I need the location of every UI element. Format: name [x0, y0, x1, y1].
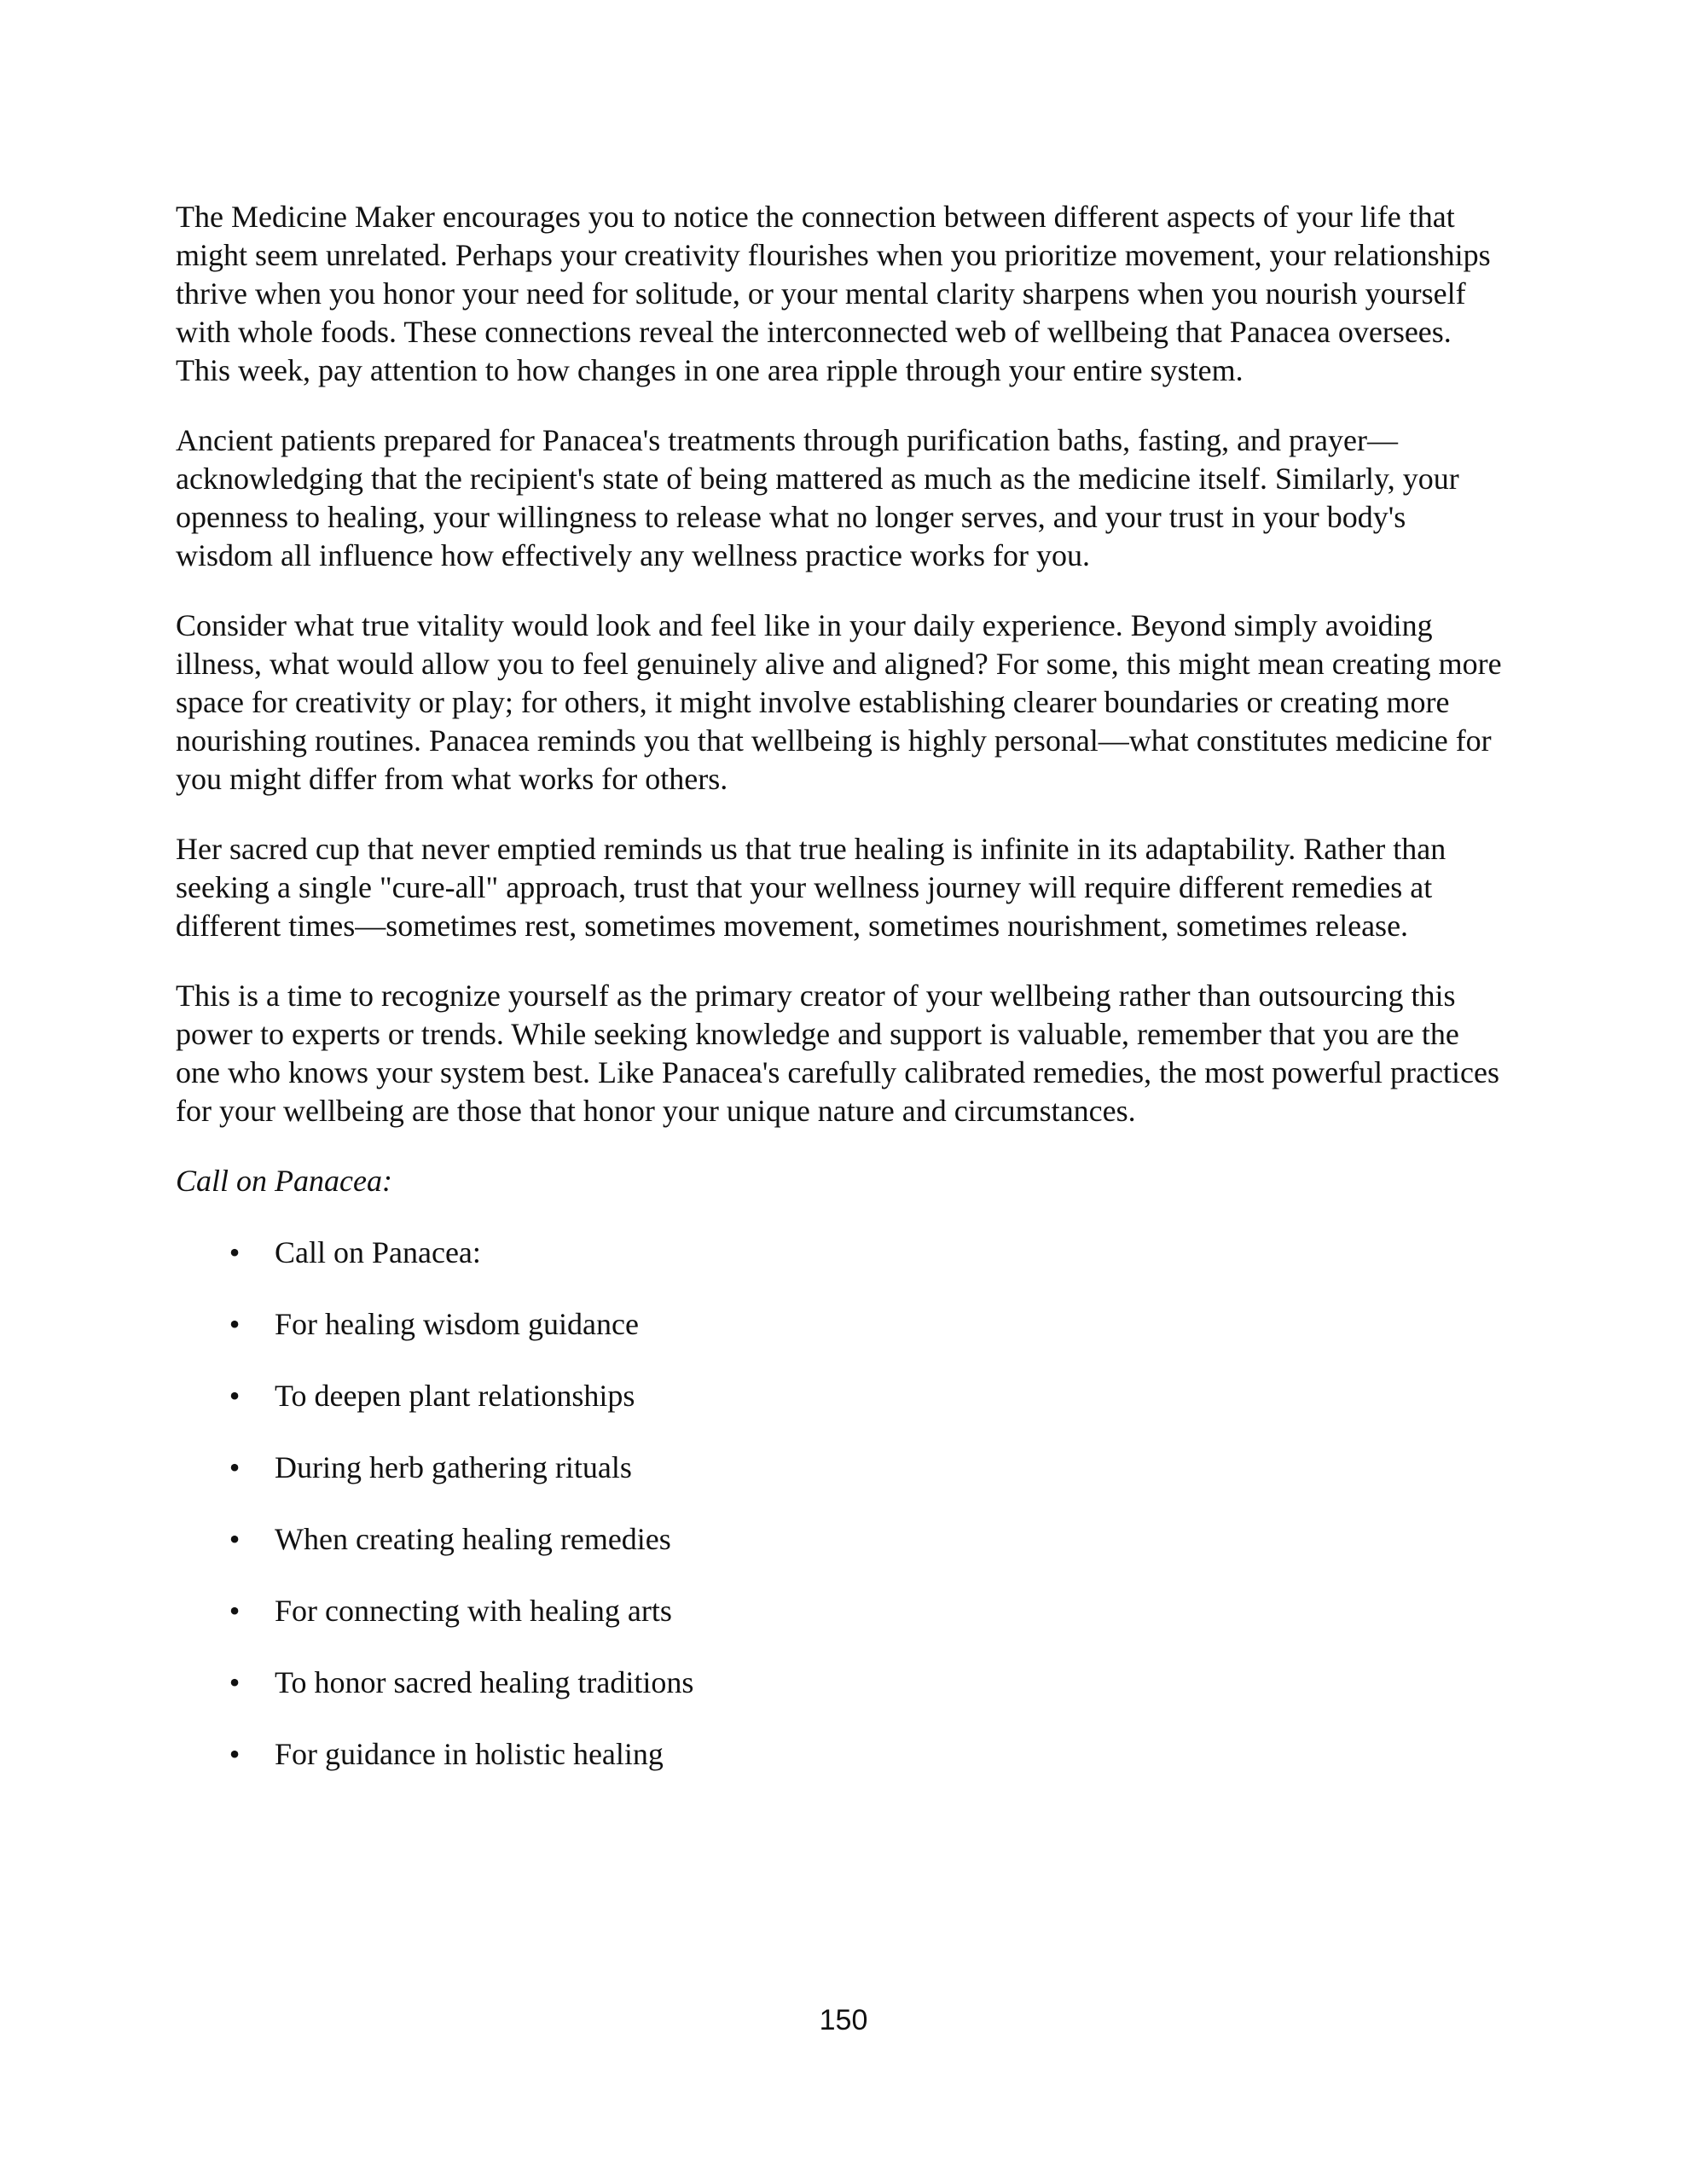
list-item: [176, 1592, 1506, 1630]
page-content: [176, 198, 1506, 1807]
bullet-icon: •: [229, 1594, 241, 1628]
bullet-icon: •: [229, 1522, 241, 1556]
bullet-icon: •: [229, 1665, 241, 1699]
body-paragraph-3: Consider what true vitality would look and feel like in your daily experience. Beyond simply avoiding illness, what would allow you to feel genuinely alive and aligned? For some, this might mean creating more space for creativity or play; for others, it might involve establishing clearer boundaries or creating more nourishing routines. Panacea reminds you that wellbeing is highly personal—what constitutes medicine for you might differ from what works for others.: [176, 608, 1502, 796]
body-paragraph-1: The Medicine Maker encourages you to notice the connection between different aspects of your life that might seem unrelated. Perhaps your creativity flourishes when you prioritize movement, your relationships thrive when you honor your need for solitude, or your mental clarity sharpens when you nourish yourself with whole foods. These connections reveal the interconnected web of wellbeing that Panacea oversees. This week, pay attention to how changes in one area ripple through your entire system.: [176, 200, 1491, 387]
list-item-text: For connecting with healing arts: [275, 1594, 672, 1628]
body-paragraph-4: Her sacred cup that never emptied reminds us that true healing is infinite in its adaptability. Rather than seeking a single "cure-all" approach, trust that your wellness journey will require different remedies at different times—sometimes rest, sometimes movement, sometimes nourishment, sometimes release.: [176, 832, 1446, 943]
list-item: [176, 1664, 1506, 1702]
list-item: [176, 1520, 1506, 1559]
bullet-icon: •: [229, 1307, 241, 1341]
list-item: [176, 1377, 1506, 1415]
bullet-icon: •: [229, 1379, 241, 1413]
bullet-icon: •: [229, 1737, 241, 1771]
bullet-icon: •: [229, 1450, 241, 1484]
list-item: [176, 1305, 1506, 1344]
body-paragraph-5: This is a time to recognize yourself as the primary creator of your wellbeing rather than outsourcing this power to experts or trends. While seeking knowledge and support is valuable, remember that you are the one who knows your system best. Like Panacea's carefully calibrated remedies, the most powerful practices for your wellbeing are those that honor your unique nature and circumstances.: [176, 979, 1499, 1128]
list-item-text: For guidance in holistic healing: [275, 1737, 664, 1771]
bullet-icon: •: [229, 1235, 241, 1269]
list-item-text: To deepen plant relationships: [275, 1379, 635, 1413]
body-paragraph-2: Ancient patients prepared for Panacea's treatments through purification baths, fasting, and prayer—acknowledging that the recipient's state of being mattered as much as the medicine itself. Similarly, your openness to healing, your willingness to release what no longer serves, and your trust in your body's wisdom all influence how effectively any wellness practice works for you.: [176, 423, 1459, 572]
bullet-list: [176, 1234, 1506, 1774]
call-on-heading: Call on Panacea:: [176, 1164, 392, 1198]
list-item-text: For healing wisdom guidance: [275, 1307, 639, 1341]
list-item-text: When creating healing remedies: [275, 1522, 671, 1556]
list-item: [176, 1234, 1506, 1272]
list-item-text: Call on Panacea:: [275, 1235, 481, 1269]
list-item: [176, 1735, 1506, 1774]
page-number: 150: [819, 2004, 868, 2036]
list-item-text: During herb gathering rituals: [275, 1450, 632, 1484]
list-item: [176, 1449, 1506, 1487]
list-item-text: To honor sacred healing traditions: [275, 1665, 694, 1699]
